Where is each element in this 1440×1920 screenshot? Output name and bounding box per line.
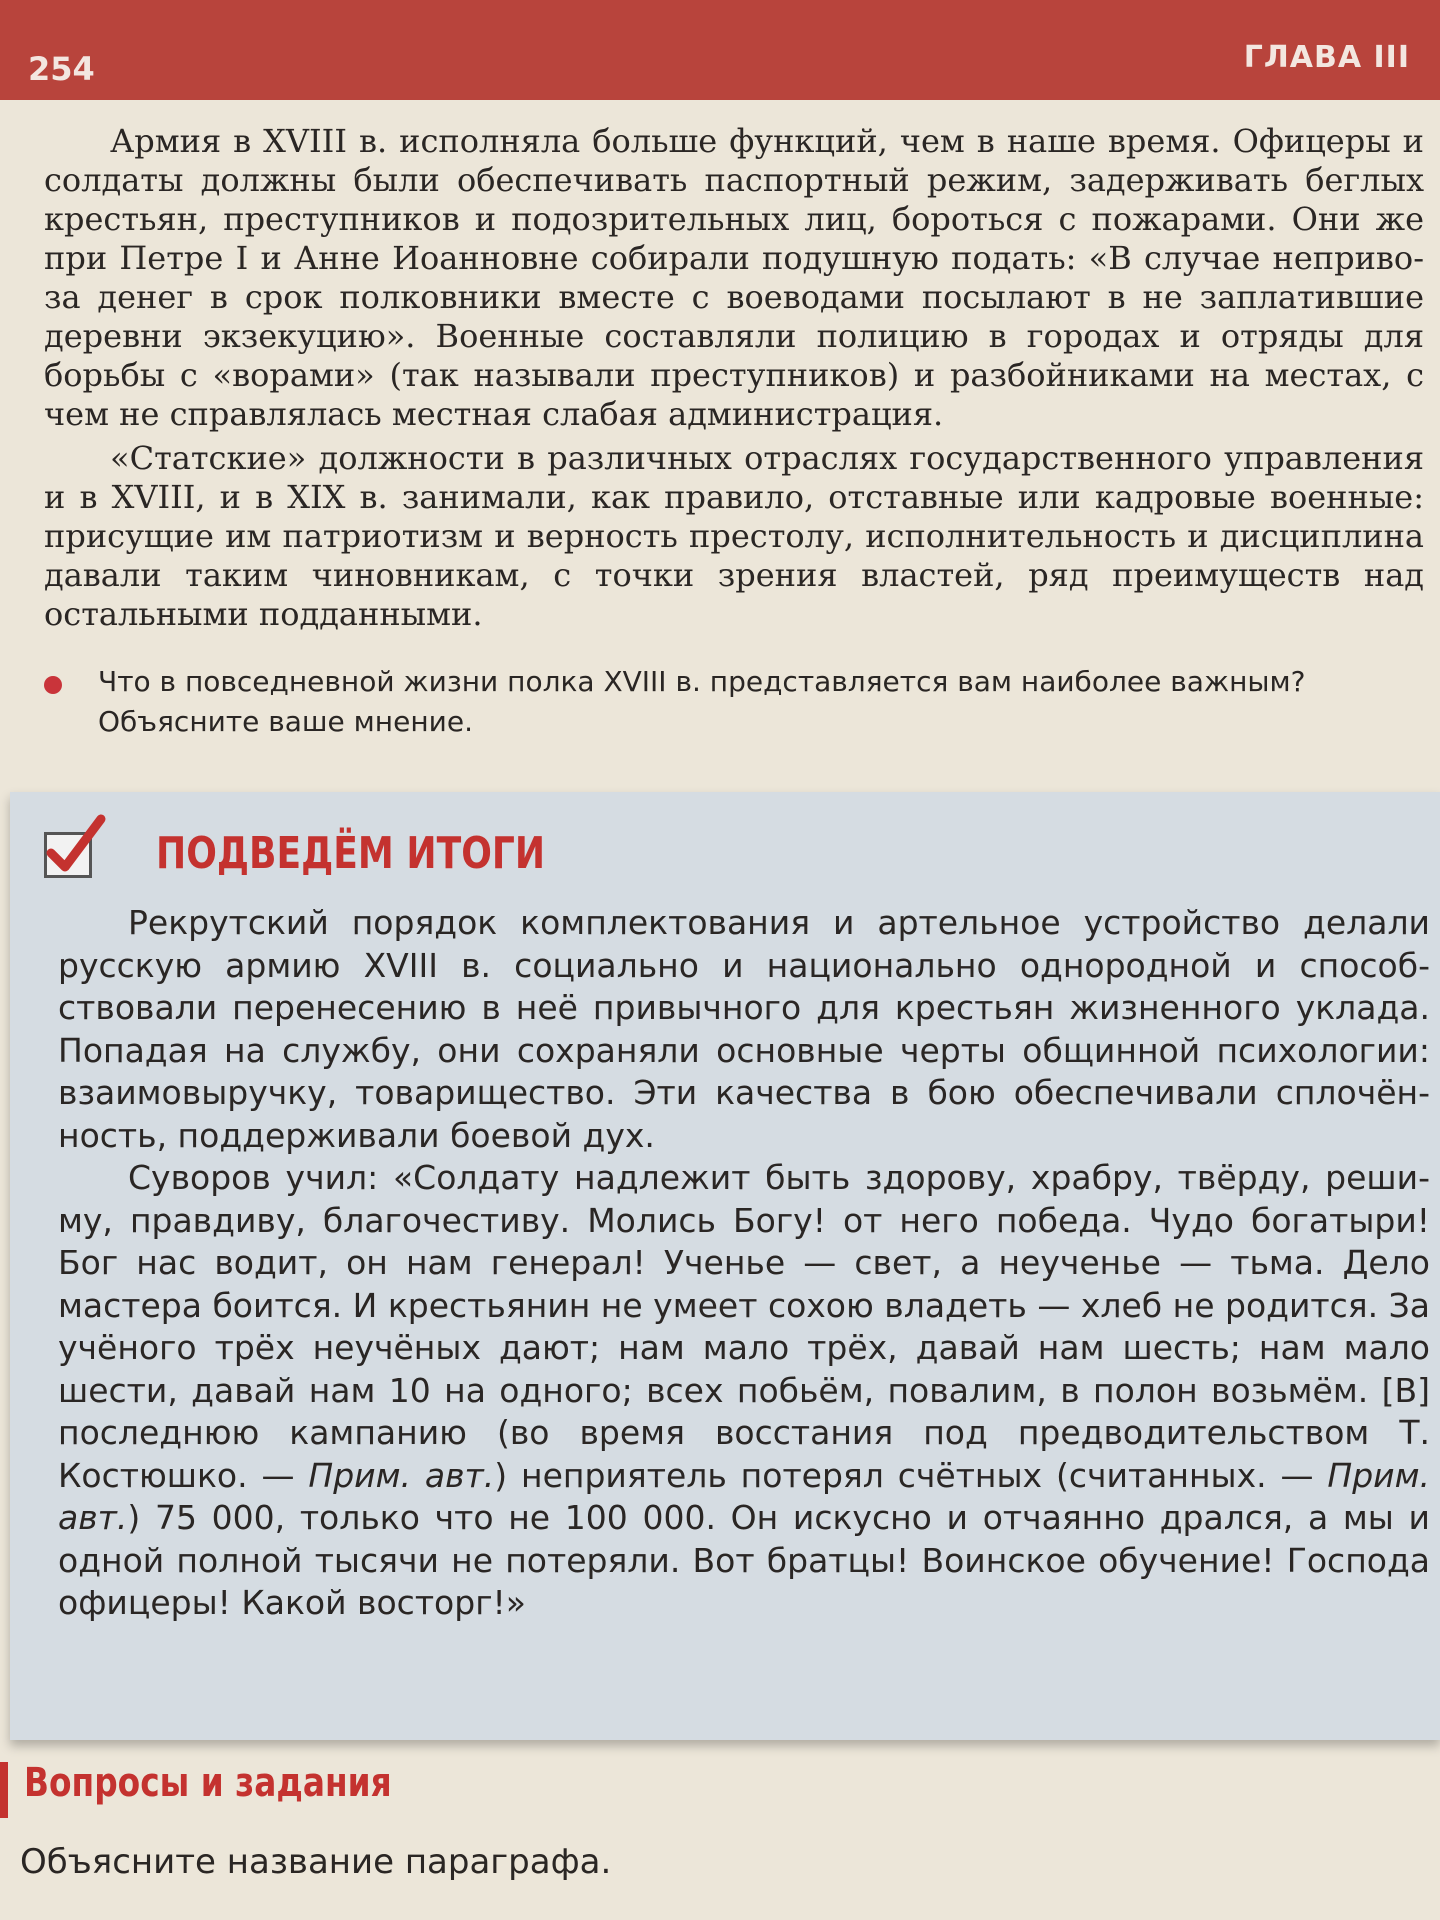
questions-title: Вопросы и задания <box>24 1760 392 1806</box>
section-marker <box>0 1762 8 1818</box>
review-question <box>44 662 1424 742</box>
suvorov-quote-part-1: Суворов учил: «Солдату надлежит быть здорову, храбру, твёрду, решиму, правдиву, благочестиву. Молись Богу! от него победа. Чудо богатыри! Бог нас водит, он нам генерал! Ученье — свет, а неученье — тьма. Дело мастера боится. И крестьянин не умеет сохою владеть — хлеб не родится. За учёного трёх неучёных дают; нам мало трёх, давай нам шесть; нам мало шести, давай нам 10 на одного; всех побьём, повалим, в полон возьмём. [В] последнюю кампанию (во время восстания под предводительством Т. Костюшко. — <box>58 1158 1430 1495</box>
summary-box <box>10 792 1440 1740</box>
author-note-2: Прим. авт. <box>58 1455 1430 1537</box>
summary-title: ПОДВЕДЁМ ИТОГИ <box>156 828 546 879</box>
suvorov-quote-part-2: ) неприятель потерял счётных (считанных. — <box>494 1455 1328 1495</box>
page-header <box>0 0 1440 100</box>
author-note-1: Прим. авт. <box>308 1455 495 1495</box>
questions-section <box>0 1760 1440 1920</box>
summary-paragraph-1: Рекрутский порядок комплектования и артельное устройство делали русскую армию XVIII в. социально и национально однородной и способствовали перенесению в неё привычного для крестьян жизненного уклада. Попадая на службу, они сохраняли основные черты общинной психологии: взаимовыручку, товарищество. Эти качества в бою обеспечивали сплочённость, поддерживали боевой дух. <box>58 903 1430 1155</box>
paragraph-civil-posts: «Статские» должности в различных отраслях государственного управления и в XVIII, и в XIX в. занимали, как правило, отставные или кадровые военные: присущие им патриотизм и верность престолу, исполнительность и дисциплина давали таким чиновникам, с точки зрения властей, ряд преимуществ над остальными подданными. <box>44 439 1424 633</box>
checkmark-icon <box>44 832 92 878</box>
paragraph-army-functions: Армия в XVIII в. исполняла больше функций, чем в наше время. Офицеры и солдаты должны были обеспечивать паспортный режим, задерживать беглых крестьян, преступников и подозрительных лиц, бороться с пожарами. Они же при Петре I и Анне Иоанновне собирали подушную подать: «В случае непривоза денег в срок полковники вместе с воеводами посылают в не заплатившие деревни экзекуцию». Военные составляли полицию в городах и отряды для борьбы с «ворами» (так называли преступников) и разбойниками на местах, с чем не справлялась местная слабая администрация. <box>44 122 1424 433</box>
review-question-text: Что в повседневной жизни полка XVIII в. представляется вам наиболее важным? Объясните ваше мнение. <box>98 665 1306 738</box>
page-number: 254 <box>28 50 95 88</box>
suvorov-quote-part-3: ) 75 000, только что не 100 000. Он искусно и отчаянно дрался, а мы и одной полной тысячи не потеряли. Вот братцы! Воинское обучение! Господа офицеры! Какой восторг!» <box>58 1498 1430 1622</box>
bullet-icon <box>44 676 62 694</box>
chapter-label: ГЛАВА III <box>1243 40 1410 75</box>
summary-text <box>58 902 1430 1625</box>
main-text <box>44 122 1424 639</box>
summary-paragraph-2 <box>58 1157 1430 1625</box>
question-item: Объясните название параграфа. <box>20 1842 612 1882</box>
